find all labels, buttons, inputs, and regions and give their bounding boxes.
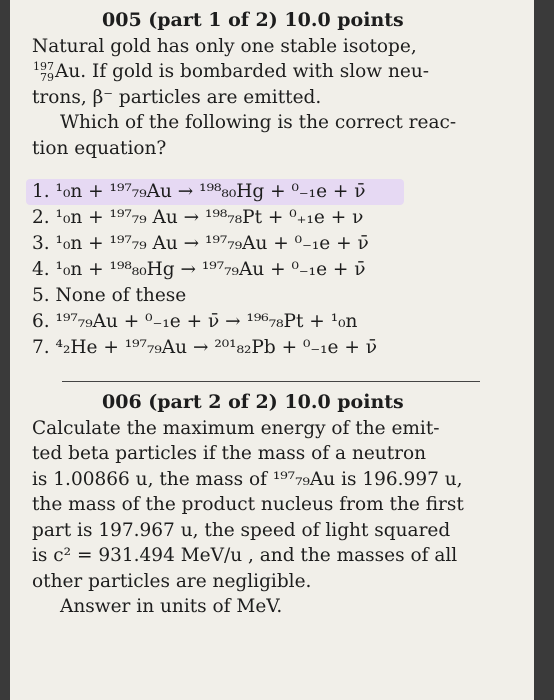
q1-line-4: Which of the following is the correct reac-	[60, 112, 457, 133]
q2-line-5: part is 197.967 u, the speed of light squared	[32, 519, 451, 541]
au-isotope-notation: 197 79	[33, 60, 54, 84]
q2-line-3: is 1.00866 u, the mass of ¹⁹⁷₇₉Au is 196.997 u,	[32, 468, 463, 490]
q2-line-2: ted beta particles if the mass of a neutron	[32, 443, 427, 464]
q1-line-3: trons, β⁻ particles are emitted.	[32, 86, 322, 108]
answer-choice-1[interactable]: 1. ¹₀n + ¹⁹⁷₇₉Au → ¹⁹⁸₈₀Hg + ⁰₋₁e + ν̄	[26, 179, 404, 205]
q2-line-6: is c² = 931.494 MeV/u , and the masses of all	[32, 545, 458, 566]
answer-choice-5[interactable]: 5. None of these	[32, 285, 187, 306]
question-1-text	[32, 34, 502, 162]
answer-choice-7[interactable]: 7. ⁴₂He + ¹⁹⁷₇₉Au → ²⁰¹₈₂Pb + ⁰₋₁e + ν̄	[32, 337, 378, 358]
q1-line-5: tion equation?	[32, 137, 167, 159]
answer-choice-2[interactable]: 2. ¹₀n + ¹⁹⁷₇₉ Au → ¹⁹⁸₇₈Pt + ⁰₊₁e + ν	[32, 207, 364, 228]
question-2-text	[32, 416, 502, 620]
answer-units-line: Answer in units of MeV.	[60, 596, 283, 617]
section-divider	[62, 381, 480, 382]
document-page	[10, 0, 534, 700]
q2-line-1: Calculate the maximum energy of the emit-	[32, 417, 440, 439]
q2-line-7: other particles are negligible.	[32, 570, 312, 592]
q1-line-2: Au. If gold is bombarded with slow neu-	[55, 61, 430, 82]
q2-line-4: the mass of the product nucleus from the first	[32, 494, 464, 515]
q1-line-1: Natural gold has only one stable isotope,	[32, 35, 417, 57]
answer-choice-6[interactable]: 6. ¹⁹⁷₇₉Au + ⁰₋₁e + ν̄ → ¹⁹⁶₇₈Pt + ¹₀n	[32, 311, 358, 332]
answer-choice-4[interactable]: 4. ¹₀n + ¹⁹⁸₈₀Hg → ¹⁹⁷₇₉Au + ⁰₋₁e + ν̄	[32, 259, 366, 280]
answer-choices	[32, 179, 502, 361]
question-1-heading: 005 (part 1 of 2) 10.0 points	[102, 9, 404, 31]
document-content	[32, 8, 502, 620]
answer-choice-3[interactable]: 3. ¹₀n + ¹⁹⁷₇₉ Au → ¹⁹⁷₇₉Au + ⁰₋₁e + ν̄	[32, 233, 369, 254]
question-2-heading: 006 (part 2 of 2) 10.0 points	[102, 391, 404, 413]
